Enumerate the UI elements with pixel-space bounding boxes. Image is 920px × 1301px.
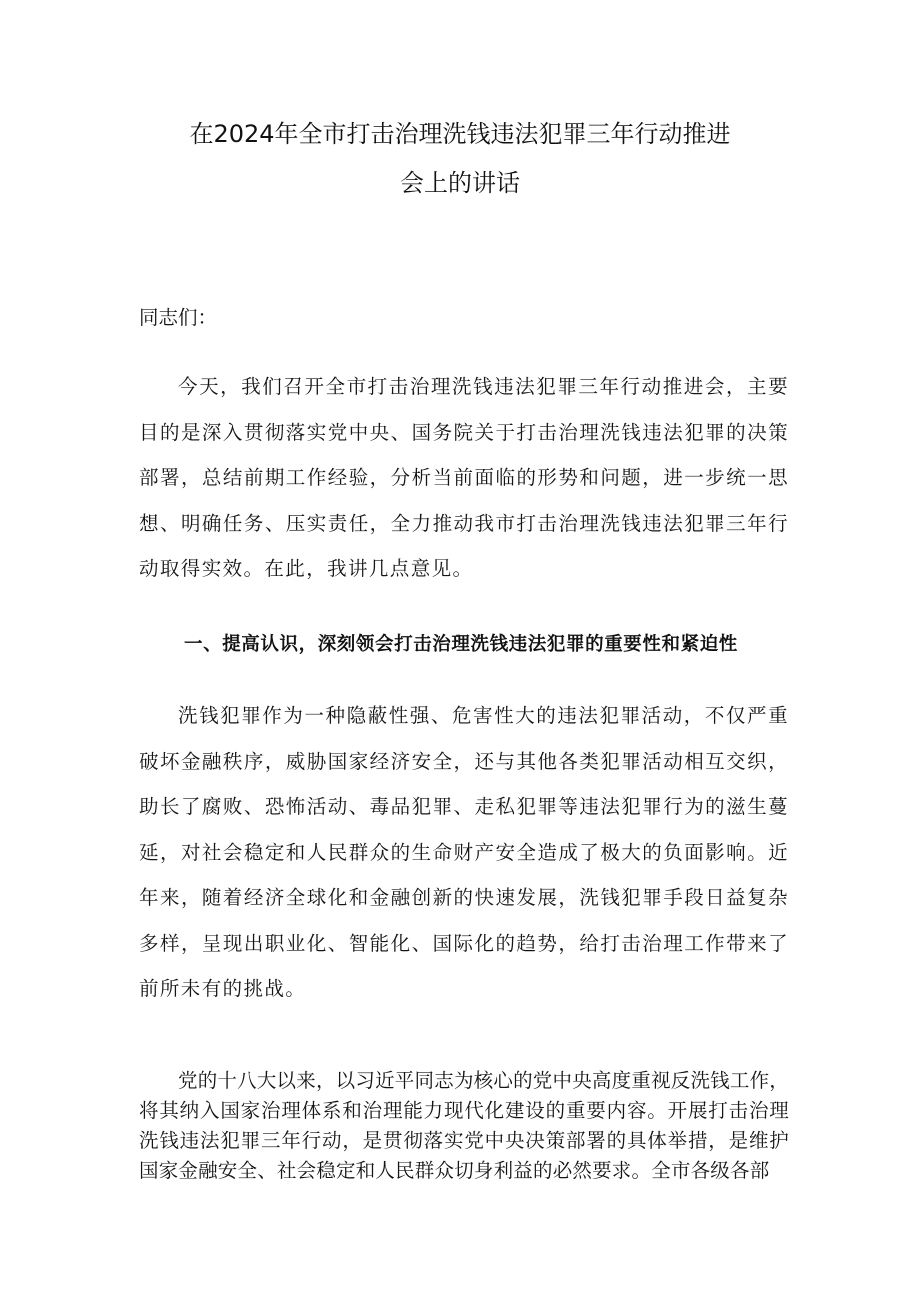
paragraph-section1-b: 党的十八大以来，以习近平同志为核心的党中央高度重视反洗钱工作，将其纳入国家治理体系和治理能力现代化建设的重要内容。开展打击治理洗钱违法犯罪三年行动，是贯彻落实党中央决策部署的具体举措，是维护国家金融安全、社会稳定和人民群众切身利益的必然要求。全市各级各部 — [139, 1069, 789, 1182]
document-title-line-1: 在2024年全市打击治理洗钱违法犯罪三年行动推进 — [189, 120, 731, 148]
paragraph-section1-a: 洗钱犯罪作为一种隐蔽性强、危害性大的违法犯罪活动，不仅严重破坏金融秩序，威胁国家经济安全，还与其他各类犯罪活动相互交织，助长了腐败、恐怖活动、毒品犯罪、走私犯罪等违法犯罪行为的滋生蔓延，对社会稳定和人民群众的生命财产安全造成了极大的负面影响。近年来，随着经济全球化和金融创新的快速发展，洗钱犯罪手段日益复杂多样，呈现出职业化、智能化、国际化的趋势，给打击治理工作带来了前所未有的挑战。 — [139, 704, 789, 1000]
paragraph-intro: 今天，我们召开全市打击治理洗钱违法犯罪三年行动推进会，主要目的是深入贯彻落实党中央、国务院关于打击治理洗钱违法犯罪的决策部署，总结前期工作经验，分析当前面临的形势和问题，进一步统一思想、明确任务、压实责任，全力推动我市打击治理洗钱违法犯罪三年行动取得实效。在此，我讲几点意见。 — [139, 375, 789, 580]
document-title-line-2: 会上的讲话 — [400, 169, 520, 197]
salutation: 同志们： — [139, 306, 218, 329]
section-heading-1: 一、提高认识，深刻领会打击治理洗钱违法犯罪的重要性和紧迫性 — [184, 634, 738, 655]
